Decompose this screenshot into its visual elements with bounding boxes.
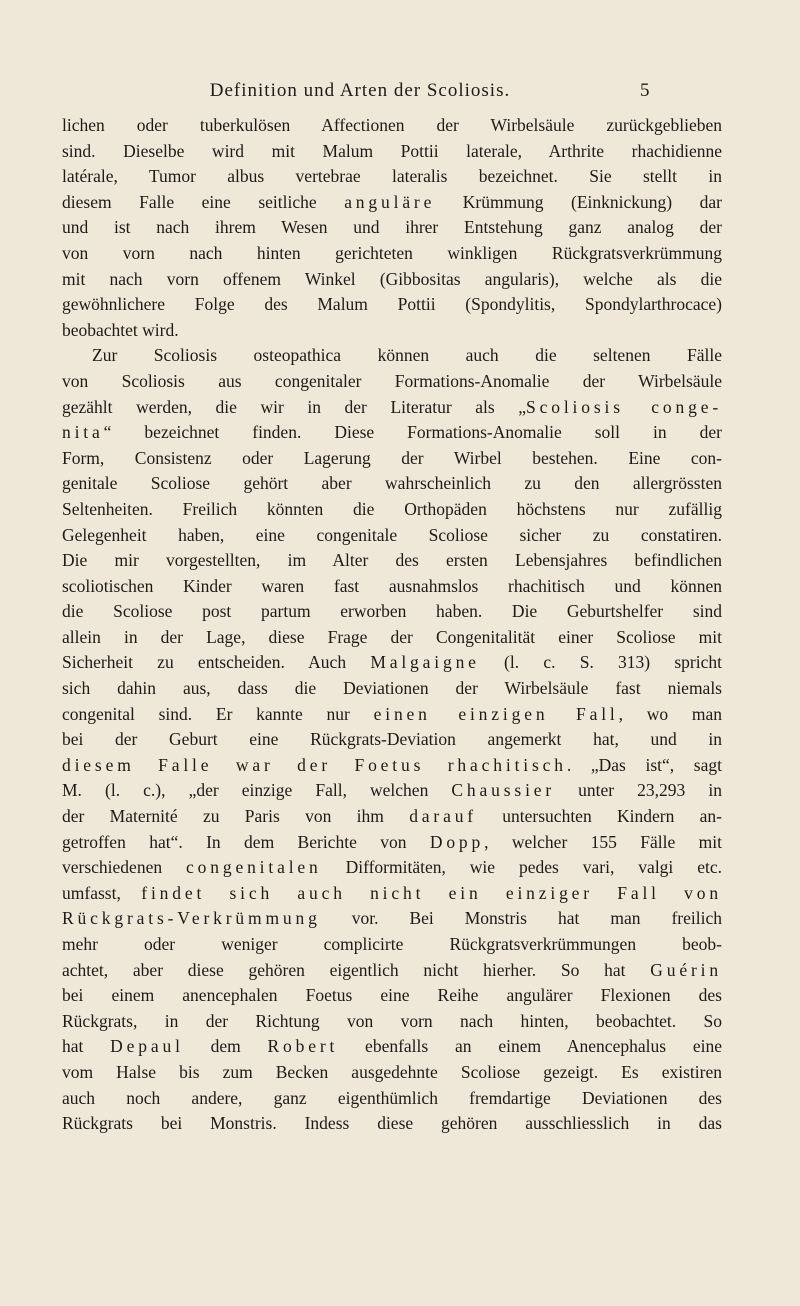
text-line [62, 318, 722, 344]
text-line [62, 881, 722, 907]
spaced-emphasis: Dopp [429, 831, 485, 852]
text-run: ebenfalls an einem Anencephalus eine [338, 1036, 722, 1057]
text-line [62, 702, 722, 728]
text-run: congenital sind. Er kannte nur [62, 703, 374, 724]
text-line [62, 292, 722, 318]
spaced-emphasis: Scoliosis conge- [526, 396, 722, 417]
text-line [62, 395, 722, 421]
spaced-emphasis: Malgaigne [370, 652, 480, 673]
spaced-emphasis: einen einzigen Fall [373, 703, 619, 724]
page-number: 5 [640, 80, 650, 101]
text-line [62, 599, 722, 625]
text-run: auch noch andere, ganz eigenthümlich fremdartige Deviationen des [62, 1087, 722, 1108]
text-run: . „Das ist“, sagt [566, 754, 722, 775]
spaced-emphasis: Rückgrats-Verkrümmung [62, 908, 321, 929]
text-line [62, 190, 722, 216]
text-run: genitale Scoliose gehört aber wahrscheinlich zu den allergrössten [62, 473, 722, 494]
text-line [62, 164, 722, 190]
text-line [62, 241, 722, 267]
text-line [62, 676, 722, 702]
text-line [62, 906, 722, 932]
text-run: hat [62, 1036, 111, 1057]
text-line [62, 932, 722, 958]
text-run: untersuchten Kindern an- [476, 806, 722, 827]
text-run: Rückgrats bei Monstris. Indess diese gehören ausschliesslich in das [62, 1113, 722, 1134]
text-run: M. (l. c.), „der einzige Fall, welchen [62, 780, 452, 801]
text-run: unter 23,293 in [555, 780, 722, 801]
text-run: Krümmung (Einknickung) dar [435, 191, 722, 212]
text-line [62, 830, 722, 856]
spaced-emphasis: diesem Falle war der Foetus rhachitisch [62, 754, 567, 775]
page-header [0, 80, 800, 110]
text-run: die Scoliose post partum erworben haben. Die Geburtshelfer sind [62, 601, 722, 622]
text-run: Seltenheiten. Freilich könnten die Orthopäden höchstens nur zufällig [62, 498, 722, 519]
text-run: Sicherheit zu entscheiden. Auch [62, 652, 371, 673]
text-line [62, 574, 722, 600]
text-run: , wo man [618, 703, 722, 724]
text-run: gewöhnlichere Folge des Malum Pottii (Spondylitis, Spondylarthrocace) [62, 294, 722, 315]
text-run: allein in der Lage, diese Frage der Congenitalität einer Scoliose mit [62, 626, 722, 647]
text-run: Form, Consistenz oder Lagerung der Wirbel bestehen. Eine con- [62, 447, 722, 468]
text-run: getroffen hat“. In dem Berichte von [62, 831, 430, 852]
text-line [62, 420, 722, 446]
text-line [62, 1086, 722, 1112]
text-line [62, 548, 722, 574]
text-run: “ bezeichnet finden. Diese Formations-Anomalie soll in der [103, 422, 722, 443]
text-run: von Scoliosis aus congenitaler Formations-Anomalie der Wirbelsäule [62, 370, 722, 391]
text-run: gezählt werden, die wir in der Literatur als „ [62, 396, 527, 417]
text-line [62, 446, 722, 472]
text-run: der Maternité zu Paris von ihm [62, 806, 410, 827]
text-run: latérale, Tumor albus vertebrae lateralis bezeichnet. Sie stellt in [62, 166, 722, 187]
text-line [62, 139, 722, 165]
text-run: dem [183, 1036, 268, 1057]
text-run: sich dahin aus, dass die Deviationen der Wirbelsäule fast niemals [62, 678, 722, 699]
spaced-emphasis: nita [62, 422, 104, 443]
text-line [62, 267, 722, 293]
text-run: von vorn nach hinten gerichteten winkligen Rückgratsverkrümmung [62, 242, 722, 263]
text-run: bei der Geburt eine Rückgrats-Deviation angemerkt hat, und in [62, 729, 722, 750]
text-run: mehr oder weniger complicirte Rückgratsverkrümmungen beob- [62, 934, 722, 954]
text-run: scoliotischen Kinder waren fast ausnahmslos rhachitisch und können [62, 575, 722, 596]
text-run: Rückgrats, in der Richtung von vorn nach hinten, beobachtet. So [62, 1010, 722, 1031]
text-run: (l. c. S. 313) spricht [479, 652, 722, 673]
text-run: Difformitäten, wie pedes vari, valgi etc. [321, 857, 722, 878]
spaced-emphasis: Chaussier [451, 780, 556, 801]
text-line [62, 650, 722, 676]
text-line [62, 778, 722, 804]
text-line [62, 343, 722, 369]
text-run: Die mir vorgestellten, im Alter des ersten Lebensjahres befindlichen [62, 550, 722, 571]
spaced-emphasis: findet sich auch nicht ein einziger Fall von [141, 882, 722, 903]
spaced-emphasis: darauf [409, 806, 477, 827]
text-line [62, 727, 722, 753]
text-line [62, 1034, 722, 1060]
text-line [62, 215, 722, 241]
text-line [62, 804, 722, 830]
text-run: und ist nach ihrem Wesen und ihrer Entstehung ganz analog der [62, 217, 722, 238]
spaced-emphasis: Robert [267, 1036, 339, 1057]
text-line [62, 753, 722, 779]
text-line [62, 113, 722, 139]
text-run: Gelegenheit haben, eine congenitale Scoliose sicher zu constatiren. [62, 524, 722, 545]
text-run: sind. Dieselbe wird mit Malum Pottii laterale, Arthrite rhachidienne [62, 140, 722, 161]
text-run: beobachtet wird. [62, 319, 179, 340]
spaced-emphasis: congenitalen [186, 857, 322, 878]
text-line [62, 523, 722, 549]
text-run: achtet, aber diese gehören eigentlich nicht hierher. So hat [62, 959, 651, 980]
text-run: vor. Bei Monstris hat man freilich [320, 908, 722, 929]
text-line [62, 471, 722, 497]
spaced-emphasis: Depaul [110, 1036, 184, 1057]
text-run: mit nach vorn offenem Winkel (Gibbositas angularis), welche als die [62, 268, 722, 289]
text-line [62, 983, 722, 1009]
text-run: bei einem anencephalen Foetus eine Reihe angulärer Flexionen des [62, 985, 722, 1006]
spaced-emphasis: anguläre [344, 191, 436, 212]
text-line [62, 1009, 722, 1035]
running-head: Definition und Arten der Scoliosis. [209, 80, 511, 101]
text-run: vom Halse bis zum Becken ausgedehnte Scoliose gezeigt. Es existiren [62, 1061, 722, 1082]
body-text [62, 113, 722, 1137]
text-run: diesem Falle eine seitliche [62, 191, 345, 212]
text-line [62, 1060, 722, 1086]
spaced-emphasis: Guérin [650, 959, 722, 980]
text-run: Zur Scoliosis osteopathica können auch die seltenen Fälle [92, 345, 722, 366]
text-line [62, 369, 722, 395]
text-line [62, 625, 722, 651]
text-run: , welcher 155 Fälle mit [484, 831, 722, 852]
text-run: lichen oder tuberkulösen Affectionen der Wirbelsäule zurückgeblieben [62, 115, 722, 135]
text-line [62, 497, 722, 523]
text-run: verschiedenen [62, 857, 187, 878]
text-line [62, 958, 722, 984]
text-line [62, 1111, 722, 1137]
text-run: umfasst, [62, 882, 142, 903]
text-line [62, 855, 722, 881]
